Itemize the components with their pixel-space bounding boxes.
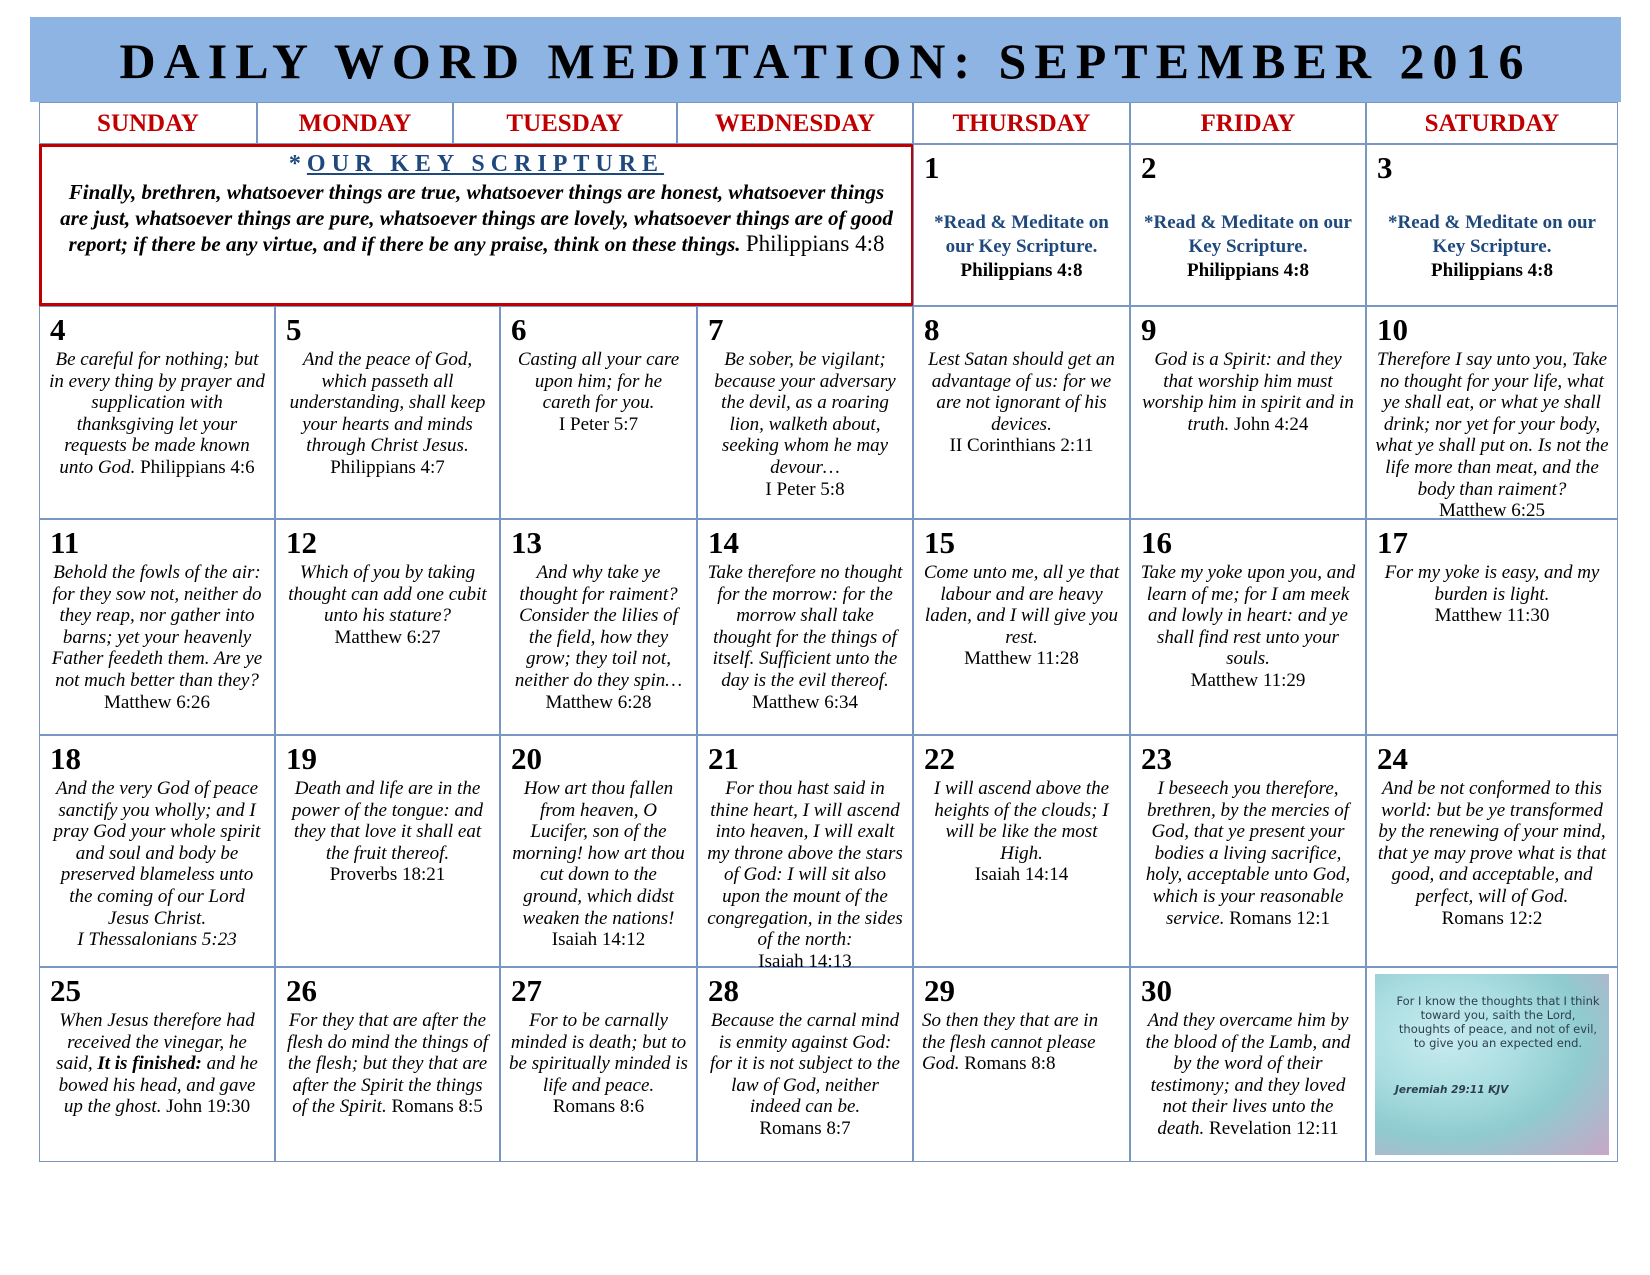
verse: I beseech you therefore, brethren, by the mercies of God, that ye present your bodies a living sacrifice, holy, acceptable unto God, which is your reasonable service. Romans 12:1 (1145, 778, 1351, 929)
day-header-monday: MONDAY (257, 102, 453, 144)
day-number: 12 (286, 525, 317, 560)
day-number: 13 (511, 525, 542, 560)
day-cell-27 (500, 967, 697, 1162)
day-cell-8 (913, 306, 1130, 519)
day-cell-19 (275, 735, 500, 967)
day-cell-11 (39, 519, 275, 735)
day-cell-26 (275, 967, 500, 1162)
verse: For thou hast said in thine heart, I will ascend into heaven, I will exalt my throne above the stars of God: I will sit also upon the mount of the congregation, in the sides of the north: Isaiah 14:13 (707, 778, 903, 972)
title-banner (30, 17, 1621, 102)
day-cell-16 (1130, 519, 1366, 735)
day-cell-25 (39, 967, 275, 1162)
day-cell-24 (1366, 735, 1618, 967)
day-cell-14 (697, 519, 913, 735)
key-scripture-heading: *OUR KEY SCRIPTURE (288, 151, 665, 177)
verse: Death and life are in the power of the tongue: and they that love it shall eat the fruit thereof. Proverbs 18:21 (291, 778, 484, 886)
day-number: 14 (708, 525, 739, 560)
day-number: 28 (708, 973, 739, 1008)
verse: And they overcame him by the blood of the Lamb, and by the word of their testimony; and they loved not their lives unto the death. Revelation 12:11 (1145, 1010, 1351, 1139)
image-verse-ref: Jeremiah 29:11 KJV (1395, 1084, 1509, 1096)
day-cell-12 (275, 519, 500, 735)
day-number: 6 (511, 312, 527, 347)
day-number: 21 (708, 741, 739, 776)
read-note: *Read & Meditate on our Key Scripture. Philippians 4:8 (1388, 212, 1596, 281)
day-number: 19 (286, 741, 317, 776)
day-cell-20 (500, 735, 697, 967)
day-number: 22 (924, 741, 955, 776)
verse: And the peace of God, which passeth all understanding, shall keep your hearts and minds through Christ Jesus. Philippians 4:7 (289, 349, 486, 478)
day-number: 18 (50, 741, 81, 776)
verse: God is a Spirit: and they that worship him must worship him in spirit and in truth. John 4:24 (1142, 349, 1354, 435)
day-cell-6 (500, 306, 697, 519)
calendar-grid (39, 102, 1618, 1162)
read-note: *Read & Meditate on our Key Scripture. Philippians 4:8 (934, 212, 1109, 281)
day-number: 27 (511, 973, 542, 1008)
day-cell-28 (697, 967, 913, 1162)
verse: Take therefore no thought for the morrow: for the morrow shall take thought for the things of itself. Sufficient unto the day is the evil thereof. Matthew 6:34 (707, 562, 903, 713)
day-header-wednesday: WEDNESDAY (677, 102, 913, 144)
day-number: 1 (924, 150, 940, 185)
day-header-sunday: SUNDAY (39, 102, 257, 144)
day-header-thursday: THURSDAY (913, 102, 1130, 144)
day-number: 8 (924, 312, 940, 347)
day-number: 24 (1377, 741, 1408, 776)
read-note: *Read & Meditate on our Key Scripture. Philippians 4:8 (1144, 212, 1352, 281)
day-cell-3 (1366, 144, 1618, 306)
day-cell-30 (1130, 967, 1366, 1162)
day-cell-17 (1366, 519, 1618, 735)
verse: And be not conformed to this world: but be ye transformed by the renewing of your mind, that ye may prove what is that good, and acceptable, and perfect, will of God. Romans 12:2 (1377, 778, 1607, 929)
day-number: 29 (924, 973, 955, 1008)
day-number: 16 (1141, 525, 1172, 560)
day-number: 17 (1377, 525, 1408, 560)
day-header-friday: FRIDAY (1130, 102, 1366, 144)
day-number: 3 (1377, 150, 1393, 185)
day-header-tuesday: TUESDAY (453, 102, 677, 144)
verse: How art thou fallen from heaven, O Lucifer, son of the morning! how art thou cut down to the ground, which didst weaken the nations! Isaiah 14:12 (512, 778, 685, 951)
day-number: 26 (286, 973, 317, 1008)
day-number: 5 (286, 312, 302, 347)
key-scripture-text: Finally, brethren, whatsoever things are true, whatsoever things are honest, whatsoever things are just, whatsoever things are pure, whatsoever things are lovely, whatsoever things are of good report; if there be any virtue, and if there be any praise, think on these things. Philippians 4:8 (60, 180, 893, 256)
day-number: 9 (1141, 312, 1157, 347)
verse: So then they that are in the flesh cannot please God. Romans 8:8 (922, 1010, 1099, 1075)
verse: And the very God of peace sanctify you wholly; and I pray God your whole spirit and soul and body be preserved blameless unto the coming of our Lord Jesus Christ. I Thessalonians 5:23 (53, 778, 261, 951)
verse: And why take ye thought for raiment? Consider the lilies of the field, how they grow; they toil not, neither do they spin… Matthew 6:28 (514, 562, 683, 713)
day-cell-1 (913, 144, 1130, 306)
day-number: 11 (50, 525, 80, 560)
day-cell-7 (697, 306, 913, 519)
page-title: DAILY WORD MEDITATION: SEPTEMBER 2016 (119, 33, 1532, 89)
day-number: 20 (511, 741, 542, 776)
day-cell-13 (500, 519, 697, 735)
day-number: 25 (50, 973, 81, 1008)
day-cell-10 (1366, 306, 1618, 522)
day-cell-9 (1130, 306, 1366, 519)
day-cell-2 (1130, 144, 1366, 306)
verse: Take my yoke upon you, and learn of me; for I am meek and lowly in heart: and ye shall find rest unto your souls. Matthew 11:29 (1140, 562, 1356, 691)
day-number: 4 (50, 312, 66, 347)
verse: Behold the fowls of the air: for they sow not, neither do they reap, nor gather into barns; yet your heavenly Father feedeth them. Are ye not much better than they? Matthew 6:26 (51, 562, 263, 713)
day-cell-4 (39, 306, 275, 519)
day-number: 7 (708, 312, 724, 347)
day-cell-23 (1130, 735, 1366, 967)
day-cell-29 (913, 967, 1130, 1162)
day-cell-22 (913, 735, 1130, 967)
scripture-image-cell (1366, 967, 1618, 1162)
day-header-saturday: SATURDAY (1366, 102, 1618, 144)
verse: Lest Satan should get an advantage of us: for we are not ignorant of his devices. II Corinthians 2:11 (928, 349, 1115, 457)
day-cell-18 (39, 735, 275, 967)
day-number: 2 (1141, 150, 1157, 185)
scripture-image (1375, 974, 1609, 1155)
verse: Because the carnal mind is enmity against God: for it is not subject to the law of God, neither indeed can be. Romans 8:7 (710, 1010, 900, 1139)
day-number: 15 (924, 525, 955, 560)
day-number: 30 (1141, 973, 1172, 1008)
verse: When Jesus therefore had received the vinegar, he said, It is finished: and he bowed his head, and gave up the ghost. John 19:30 (56, 1010, 258, 1118)
day-cell-15 (913, 519, 1130, 735)
day-number: 23 (1141, 741, 1172, 776)
verse: For my yoke is easy, and my burden is light. Matthew 11:30 (1384, 562, 1600, 627)
verse: For to be carnally minded is death; but to be spiritually minded is life and peace. Romans 8:6 (509, 1010, 688, 1118)
verse: Be sober, be vigilant; because your adversary the devil, as a roaring lion, walketh about, seeking whom he may devour… I Peter 5:8 (714, 349, 896, 500)
verse: Be careful for nothing; but in every thing by prayer and supplication with thanksgiving let your requests be made known unto God. Philippians 4:6 (49, 349, 265, 478)
verse: Casting all your care upon him; for he careth for you. I Peter 5:7 (517, 349, 680, 435)
verse: For they that are after the flesh do mind the things of the flesh; but they that are after the Spirit the things of the Spirit. Romans 8:5 (286, 1010, 489, 1118)
key-scripture-box (39, 144, 914, 306)
verse: I will ascend above the heights of the clouds; I will be like the most High. Isaiah 14:14 (933, 778, 1110, 886)
verse: Which of you by taking thought can add one cubit unto his stature? Matthew 6:27 (288, 562, 487, 648)
image-verse-text: For I know the thoughts that I think toward you, saith the Lord, thoughts of peace, and not of evil, to give you an expected end. (1396, 994, 1600, 1050)
verse: Come unto me, all ye that labour and are heavy laden, and I will give you rest. Matthew 11:28 (923, 562, 1120, 670)
verse: Therefore I say unto you, Take no thought for your life, what ye shall eat, or what ye shall drink; nor yet for your body, what ye shall put on. Is not the life more than meat, and the body than raiment? Matthew 6:25 (1375, 349, 1609, 522)
day-cell-21 (697, 735, 913, 972)
day-number: 10 (1377, 312, 1408, 347)
key-scripture-ref: Philippians 4:8 (745, 231, 885, 256)
day-cell-5 (275, 306, 500, 519)
